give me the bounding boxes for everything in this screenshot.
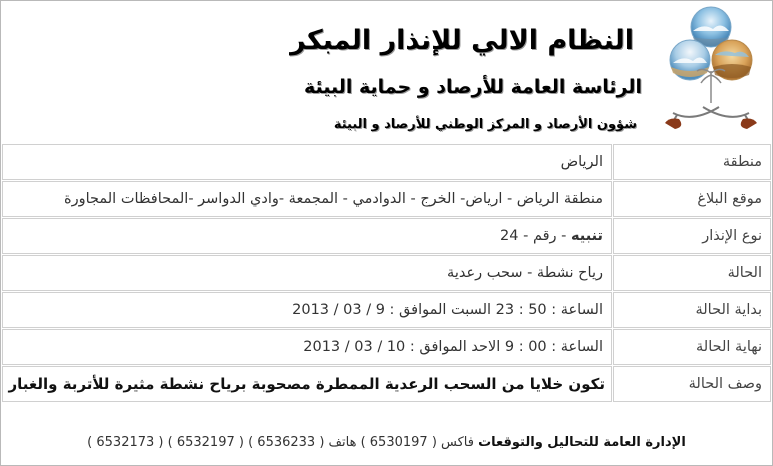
region-value: الرياض	[2, 144, 612, 180]
alert-details-table	[1, 143, 772, 403]
page-subtitle-secondary: شؤون الأرصاد و المركز الوطني للأرصاد و البيئة	[333, 117, 637, 132]
alert-type-level: تنبيه	[571, 228, 603, 244]
table-row-status	[2, 255, 771, 291]
description-label: وصف الحالة	[613, 366, 771, 402]
table-row-location	[2, 181, 771, 217]
table-row-start	[2, 292, 771, 328]
alert-type-label: نوع الإنذار	[613, 218, 771, 254]
end-value: الساعة : 00 : 9 الاحد الموافق : 10 / 03 / 2013	[2, 329, 612, 365]
location-value: منطقة الرياض - ارياض- الخرج - الدوادمي - المجمعة -وادي الدواسر -المحافظات المجاورة	[2, 181, 612, 217]
table-row-end	[2, 329, 771, 365]
region-label: منطقة	[613, 144, 771, 180]
table-row-description	[2, 366, 771, 402]
page-title: النظام الالي للإنذار المبكر	[290, 25, 634, 56]
description-value: تكون خلايا من السحب الرعدية الممطرة مصحوبة برياح نشطة مثيرة للأتربة والغبار	[2, 366, 612, 402]
meteorology-emblem-icon	[663, 5, 759, 131]
end-label: نهاية الحالة	[613, 329, 771, 365]
contact-footer	[1, 435, 772, 450]
alert-type-number: - رقم - 24	[500, 228, 571, 244]
start-value: الساعة : 50 : 23 السبت الموافق : 9 / 03 / 2013	[2, 292, 612, 328]
footer-org-name: الإدارة العامة للتحاليل والتوقعات	[478, 435, 686, 450]
table-row-alert-type	[2, 218, 771, 254]
start-label: بداية الحالة	[613, 292, 771, 328]
table-row-region	[2, 144, 771, 180]
page-subtitle: الرئاسة العامة للأرصاد و حماية البيئة	[303, 76, 642, 98]
alert-type-value	[2, 218, 612, 254]
page-header	[1, 1, 772, 141]
footer-contact-numbers: فاكس ( 6530197 ) هاتف ( 6536233 ) ( 6532197 ) ( 6532173 )	[87, 435, 479, 450]
location-label: موقع البلاغ	[613, 181, 771, 217]
status-label: الحالة	[613, 255, 771, 291]
status-value: رياح نشطة - سحب رعدية	[2, 255, 612, 291]
